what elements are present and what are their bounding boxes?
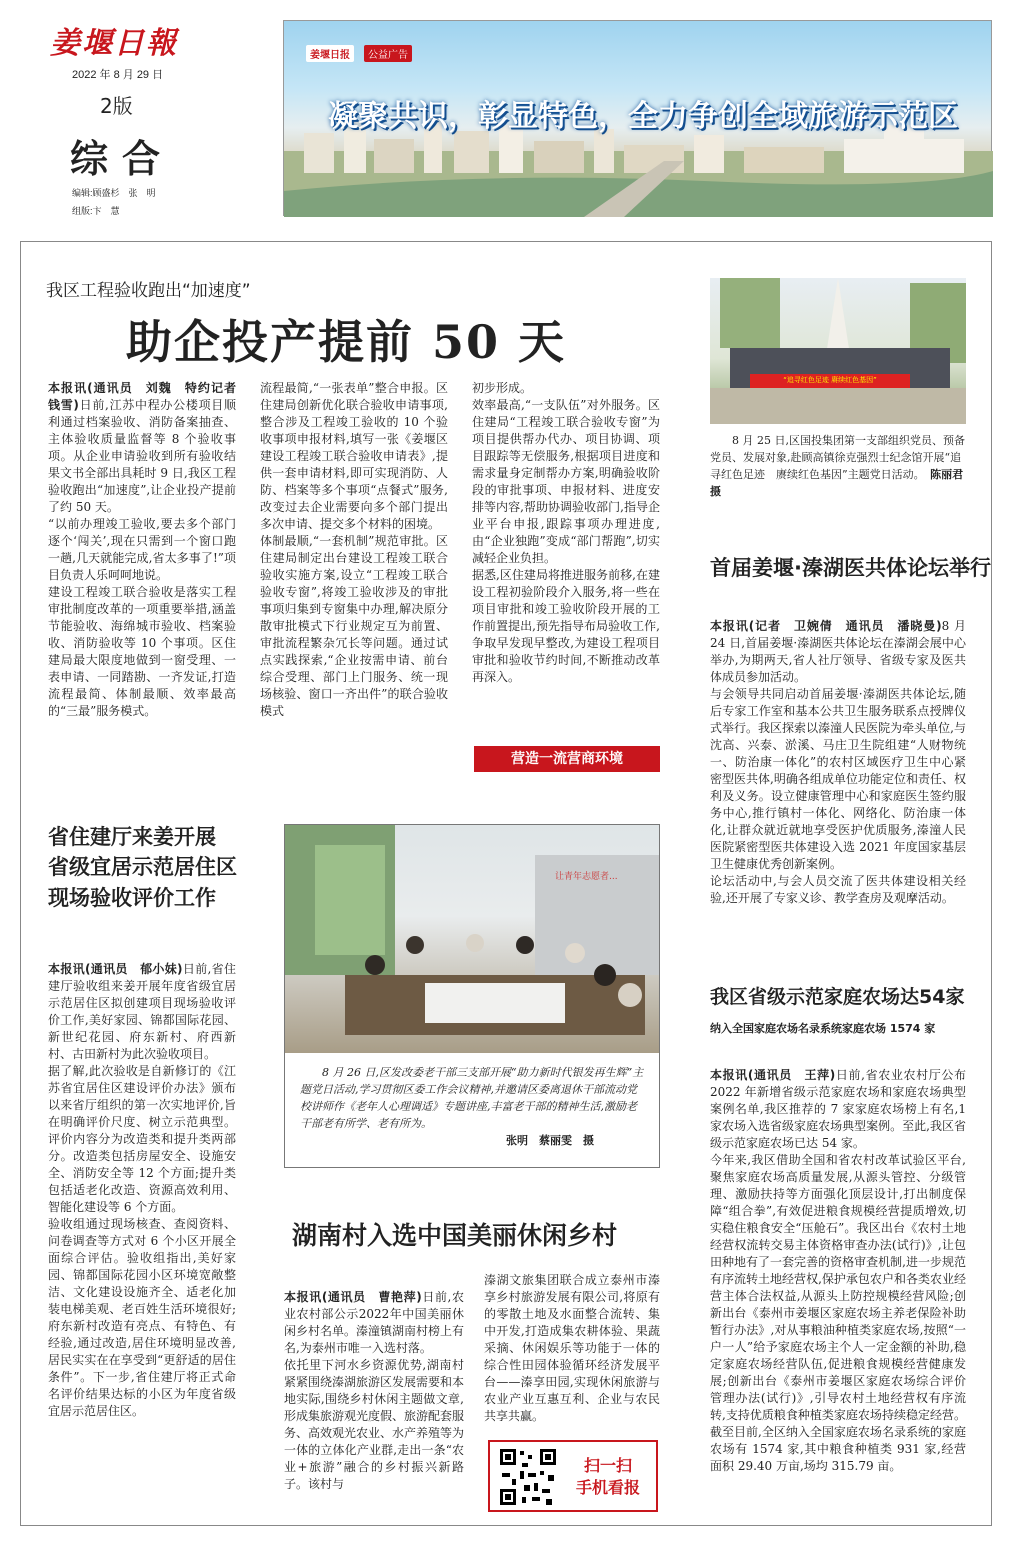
article1-title: 助企投产提前 50 天 xyxy=(126,315,567,369)
photo2-credit: 张明 蔡丽雯 摄 xyxy=(506,1134,594,1147)
article1-kicker: 我区工程验收跑出“加速度” xyxy=(46,281,251,301)
article4-col1-text: 日前,农业农村部公示2022年中国美丽休闲乡村名单。溱潼镇湖南村榜上有名,为泰州市唯一入选村落。 依托里下河水乡资源优势,湖南村紧紧围绕溱湖旅游区发展需要和本地实际,围绕乡村休闲主题做文章,形成集旅游观光度假、旅游配套服务、高效观光农业、水产养殖等为一体的立体化产业群,走出一条“农业+旅游”融合的乡村振兴新路子。该村与 xyxy=(284,1290,465,1491)
article4-byline: 本报讯(通讯员 曹艳萍) xyxy=(284,1290,422,1304)
article3-body xyxy=(48,944,236,1504)
photo1-scene xyxy=(710,278,966,424)
article1-byline: 本报讯(通讯员 刘魏 特约记者 钱雪) xyxy=(48,381,249,412)
article5-title: 我区省级示范家庭农场达54家 xyxy=(710,986,965,1008)
article3-byline: 本报讯(通讯员 郁小妹) xyxy=(48,962,183,976)
layout-credit: 组版:卞 慧 xyxy=(72,206,120,216)
article1-col1 xyxy=(48,380,249,770)
photo1-caption-text: 8 月 25 日,区国投集团第一支部组织党员、预备党员、发展对象,赴顾高镇徐克强烈士纪念馆开展“追寻红色足迹 赓续红色基因”主题党日活动。 xyxy=(710,434,965,481)
article2-title: 首届姜堰·溱湖医共体论坛举行 xyxy=(710,556,991,580)
qr-label-read: 手机看报 xyxy=(575,1478,640,1497)
qr-label-scan: 扫一扫 xyxy=(583,1456,632,1475)
article1-topic-tag: 营造一流营商环境 xyxy=(474,746,660,772)
editor-credit: 编辑:顾盛杉 张 明 xyxy=(72,188,156,198)
issue-date: 2022 年 8 月 29 日 xyxy=(72,69,164,81)
qr-code-icon[interactable] xyxy=(498,1447,558,1507)
article4-title: 湖南村入选中国美丽休闲乡村 xyxy=(292,1221,618,1250)
article1-col2: 流程最简,“一张表单”整合申报。区住建局创新优化联合验收申请事项,整合涉及工程竣工验收的 10 个验收事项申报材料,填写一张《姜堰区建设工程竣工联合验收申请表》,提供一套申请材料,即可实现消防、人防、档案等多个事项“点餐式”服务,改变过去企业需要向多个部门提出多次申请、提交多个材料的困境。 体制最顺,“一套机制”规范审批。区住建局制定出台建设工程竣工联合验收实施方案,设立“工程竣工联合验收专窗”,将竣工验收涉及的审批事项归集到专窗集中办理,解决原分散审批模式下行业规定互为前置、审批流程繁杂冗长等问题。通过试点实践探索,“企业按需申请、前台综合受理、部门上门服务、统一现场核验、窗口一齐出件”的联合验收模式 xyxy=(260,381,448,718)
article3-title xyxy=(48,822,237,913)
article2-byline: 本报讯(记者 卫婉倩 通讯员 潘晓曼) xyxy=(710,619,942,633)
article2-text: 8 月 24 日,首届姜堰·溱湖医共体论坛在溱湖会展中心举办,为期两天,省人社厅领导、省级专家及医共体成员参加活动。 与会领导共同启动首届姜堰·溱湖医共体论坛,随后专家工作室和基本公共卫生服务联系点授牌仪式举行。我区探索以溱潼人民医院为牵头单位,与沈高、兴泰、淤溪、马庄卫生院组建“人财物统一、防治康一体化”的农村区域医疗卫生中心紧密型医共体,明确各组成单位功能定位和责任、权利及义务。设立健康管理中心和家庭医生签约服务中心,推行镇村一体化、网络化、防治康一体化,让群众就近就地享受医护优质服务,溱潼人民医院紧密型医共体建设入选 2021 年度国家基层卫生健康优秀创新案例。 论坛活动中,与会人员交流了医共体建设相关经验,还开展了专家义诊、教学查房及观摩活动。 xyxy=(710,619,966,905)
article2-body xyxy=(710,601,966,946)
qr-promo[interactable] xyxy=(488,1440,658,1512)
banner-logo-tag: 姜堰日报 xyxy=(306,45,354,62)
photo1-caption xyxy=(710,432,975,500)
banner-title: 凝聚共识，彰显特色，全力争创全域旅游示范区 xyxy=(328,99,958,134)
article1-col1-text: 日前,江苏中程办公楼项目顺利通过档案验收、消防备案抽查、主体验收质量监督等 8 个验收事项。从企业申请验收到所有验收结果文书全部出具耗时 9 日,我区工程验收跑出“加速度”,让企业投产提前了约 50 天。 “以前办理竣工验收,要去多个部门逐个‘闯关’,现在只需到一个窗口跑一趟,几天就能完成,省太多事了!”项目负责人乐呵呵地说。 建设工程竣工联合验收是落实工程审批制度改革的一项重要举措,涵盖节能验收、海绵城市验收、档案验收、消防验收等 10 个事项。区住建局最大限度地做到一窗受理、一表申请、一同踏勘、一齐发证,打造流程最简、体制最顺、效率最高的“三最”服务模式。 xyxy=(48,398,236,718)
article1-col3: 初步形成。 效率最高,“一支队伍”对外服务。区住建局“工程竣工联合验收专窗”为项目提供帮办代办、项目协调、项目跟踪等无偿服务,根据项目进度和需求量身定制帮办方案,明确验收阶段的审批事项、申报材料、进度安排等内容,帮助协调验收部门,指导企业平台申报,跟踪事项办理进度,由“企业独跑”变成“部门帮跑”,切实减轻企业负担。 据悉,区住建局将推进服务前移,在建设工程初验阶段介入服务,将一些在项目审批和竣工验收阶段开展的工作前置提出,预先指导布局验收工作,争取早发现早整改,为建设工程项目审批和验收节约时间,不断推动改革再深入。 xyxy=(472,381,660,684)
article4-col1 xyxy=(284,1272,464,1512)
photo1 xyxy=(710,278,966,424)
public-service-banner xyxy=(283,20,992,216)
photo2-caption-text: 8 月 26 日,区发改委老干部三支部开展“助力新时代银发再生辉”主题党日活动,学习贯彻区委工作会议精神,并邀请区委离退休干部流动党校讲师作《老年人心理调适》专题讲座,丰富老干部的精神生活,激励老干部老有所学、老有所为。 xyxy=(300,1066,644,1130)
article5-text: 日前,省农业农村厅公布 2022 年新增省级示范家庭农场和家庭农场典型案例名单,我区推荐的 7 家家庭农场榜上有名,1 家农场入选省级家庭农场典型案例。至此,我区省级示范家庭农场已达 54 家。 今年来,我区借助全国和省农村改革试验区平台,聚焦家庭农场高质量发展,从源头管控、分级管理、激励扶持等方面强化顶层设计,打出制度保障“组合拳”,有效促进粮食规模经营提质增效,切实稳住粮食安全“压舱石”。我区出台《农村土地经营权流转交易主体资格审查办法(试行)》,让包田种地有了一套完善的资格审查机制,进一步规范有序流转土地经营权,保护承包农户和各类农业经营主体合法权益,从源头上防控规模经营风险;创新出台《泰州市姜堰区家庭农场主养老保险补助暂行办法》,对从事粮油种植类家庭农场,按照“一户一人”给予家庭农场主个人一定金额的补助,稳定家庭农场经营队伍,促进粮食规模经营健康发展;创新出台《泰州市姜堰区家庭农场综合评价管理办法(试行)》,引导农村土地经营权有序流转,支持优质粮食种植类家庭农场持续稳定经营。截至目前,全区纳入全国家庭农场名录系统的家庭农场有 1574 家,其中粮食种植类 931 家,经营面积 29.40 万亩,场均 315.79 亩。 xyxy=(710,1068,966,1473)
masthead-logo: 姜堰日報 xyxy=(50,26,178,61)
article4-col2: 溱湖文旅集团联合成立泰州市溱享乡村旅游发展有限公司,将原有的零散土地及水面整合流转、集中开发,打造成集农耕体验、果蔬采摘、休闲娱乐等功能于一体的综合性田园体验循环经济发展平台——溱享田园,实现休闲旅游与农业产业互惠互利、企业与农民共享共赢。 xyxy=(484,1273,660,1423)
article3-title-line1: 省住建厅来姜开展 xyxy=(48,825,216,849)
photo2 xyxy=(285,825,659,1053)
article3-title-line3: 现场验收评价工作 xyxy=(48,885,216,910)
photo2-caption xyxy=(300,1064,646,1149)
photo1-banner-text: “追寻红色足迹 赓续红色基因” xyxy=(783,376,877,384)
photo2-banner-text: 让青年志愿者... xyxy=(555,872,618,882)
section-title: 综合 xyxy=(70,136,175,181)
article5-body xyxy=(710,1050,966,1510)
photo2-scene xyxy=(285,825,659,1053)
article3-text: 日前,省住建厅验收组来姜开展年度省级宜居示范居住区拟创建项目现场验收评价工作,美好家园、锦都国际花园、新世纪花园、府东新村、府西新村、古田新村为此次验收项目。 据了解,此次验收是自新修订的《江苏省宜居住区建设评价办法》颁布以来省厅组织的第一次实地评价,旨在明确评价尺度、树立示范典型。评价内容分为改造类和提升类两部分。改造类包括房屋安全、设施安全、消防安全等 12 个方面;提升类包括适老化改造、资源高效利用、智能化建设等 6 个方面。 验收组通过现场核查、查阅资料、问卷调查等方式对 6 个小区开展全面综合评估。验收组指出,美好家园、锦都国际花园小区环境宽敞整洁、文化建设设施齐全、适老化加装电梯美观、老百姓生活环境很好;府东新村改造有亮点、有特色、有经验,通过改造,居住环境明显改善,居民实实在在享受到“更舒适的居住条件”。下一步,省住建厅将正式命名评价结果达标的小区为年度省级宜居示范居住区。 xyxy=(48,962,236,1418)
article5-byline: 本报讯(通讯员 王萍) xyxy=(710,1068,836,1082)
article5-subtitle: 纳入全国家庭农场名录系统家庭农场 1574 家 xyxy=(710,1022,936,1035)
photo1-credit: 陈丽君 摄 xyxy=(710,468,975,498)
page-number: 2版 xyxy=(100,94,133,118)
article3-title-line2: 省级宜居示范居住区 xyxy=(48,855,237,880)
banner-category-tag: 公益广告 xyxy=(364,45,412,62)
